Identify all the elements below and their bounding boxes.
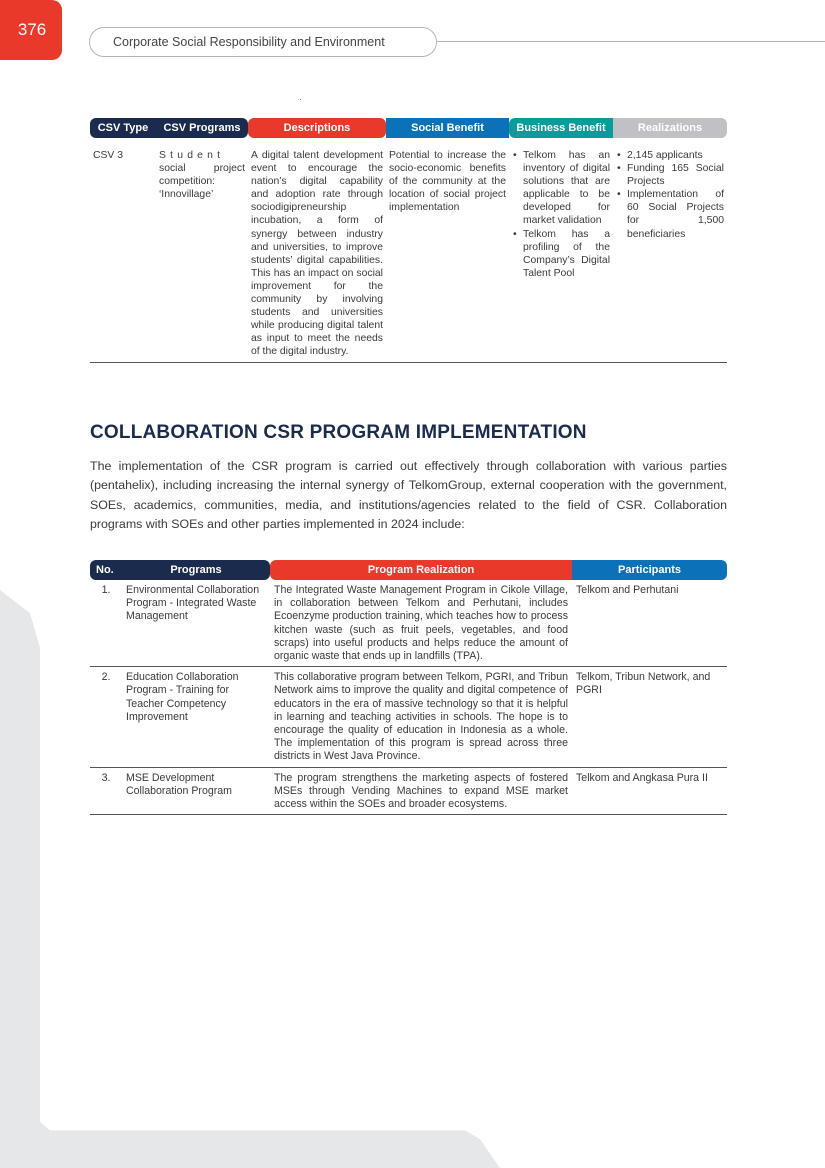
- row-number: 2.: [90, 667, 122, 767]
- list-item: • 2,145 applicants: [627, 149, 724, 162]
- stray-dot: [300, 99, 301, 100]
- header-title: Corporate Social Responsibility and Environment: [113, 35, 385, 49]
- program-name: Environmental Collaboration Program - Integrated Waste Management: [122, 580, 270, 667]
- header-business-benefit: Business Benefit: [509, 118, 613, 138]
- page-number: 376: [17, 20, 47, 39]
- table-row: [90, 138, 727, 363]
- header-descriptions: Descriptions: [248, 118, 386, 138]
- table-row: [90, 580, 727, 667]
- program-realization: The Integrated Waste Management Program in Cikole Village, in collaboration between Telkom and Perhutani, includes Ecoenzyme production training, which teaches how to process kitchen waste (such as fruit peels, vegetables, and food scraps) into useful products and helps reduce the amount of organic waste that ends up in landfills (TPA).: [270, 580, 572, 667]
- csv-table: [90, 118, 727, 363]
- section-title: COLLABORATION CSR PROGRAM IMPLEMENTATION: [90, 422, 587, 443]
- row-number: 3.: [90, 768, 122, 816]
- header-csv-programs: CSV Programs: [156, 118, 248, 138]
- header-csv-type: CSV Type: [90, 118, 156, 138]
- list-item: • Telkom has an inventory of digital solutions that are applicable to be developed for market validation: [523, 149, 610, 228]
- program-realization: This collaborative program between Telkom, PGRI, and Tribun Network aims to improve the quality and digital competence of educators in the era of massive technology so that it is helpful in learning and teaching activities in schools. The hope is to encourage the quality of education in Indonesia as a whole. The implementation of this program is spread across three districts in West Java Province.: [270, 667, 572, 767]
- collaboration-table: [90, 560, 727, 815]
- table-row: [90, 768, 727, 816]
- table-row: [90, 667, 727, 767]
- participants: Telkom, Tribun Network, and PGRI: [572, 667, 727, 767]
- participants: Telkom and Angkasa Pura II: [572, 768, 727, 816]
- header-title-pill: [89, 27, 437, 57]
- header-social-benefit: Social Benefit: [386, 118, 509, 138]
- csv-table-header: [90, 118, 727, 138]
- header-no: No.: [90, 560, 122, 580]
- page-number-badge: [0, 0, 62, 60]
- collaboration-table-header: [90, 560, 727, 580]
- program-name: Education Collaboration Program - Training for Teacher Competency Improvement: [122, 667, 270, 767]
- list-item: • Telkom has a profiling of the Company’s Digital Talent Pool: [523, 228, 610, 280]
- row-number: 1.: [90, 580, 122, 667]
- program-realization: The program strengthens the marketing aspects of fostered MSEs through Vending Machines to expand MSE market access within the SOEs and broader ecosystems.: [270, 768, 572, 816]
- realizations-cell: [613, 138, 727, 363]
- participants: Telkom and Perhutani: [572, 580, 727, 667]
- header-realizations: Realizations: [613, 118, 727, 138]
- list-item: • Funding 165 Social Projects: [627, 162, 724, 188]
- business-benefit-cell: [509, 138, 613, 363]
- program-name: MSE Development Collaboration Program: [122, 768, 270, 816]
- csv-program-cell: Student social project competition: ‘Innovillage’: [156, 138, 248, 363]
- header-divider: [437, 41, 825, 42]
- description-cell: A digital talent development event to encourage the nation’s digital capability and adoption rate through sociodigipreneurship incubation, a form of synergy between industry and universities, to improve students’ digital capabilities. This has an impact on social improvement for the community by involving students and universities while producing digital talent as input to meet the needs of the digital industry.: [248, 138, 386, 363]
- header-participants: Participants: [572, 560, 727, 580]
- header-program-realization: Program Realization: [270, 560, 572, 580]
- csv-type-cell: CSV 3: [90, 138, 156, 363]
- social-benefit-cell: Potential to increase the socio-economic benefits of the community at the location of social project implementation: [386, 138, 509, 363]
- section-paragraph: The implementation of the CSR program is carried out effectively through collaboration with various parties (pentahelix), including increasing the internal synergy of TelkomGroup, external cooperation with the government, SOEs, academics, communities, media, and institutions/agencies related to the field of CSR. Collaboration programs with SOEs and other parties implemented in 2024 include:: [90, 459, 727, 531]
- header-programs: Programs: [122, 560, 270, 580]
- list-item: • Implementation of 60 Social Projects for 1,500 beneficiaries: [627, 188, 724, 240]
